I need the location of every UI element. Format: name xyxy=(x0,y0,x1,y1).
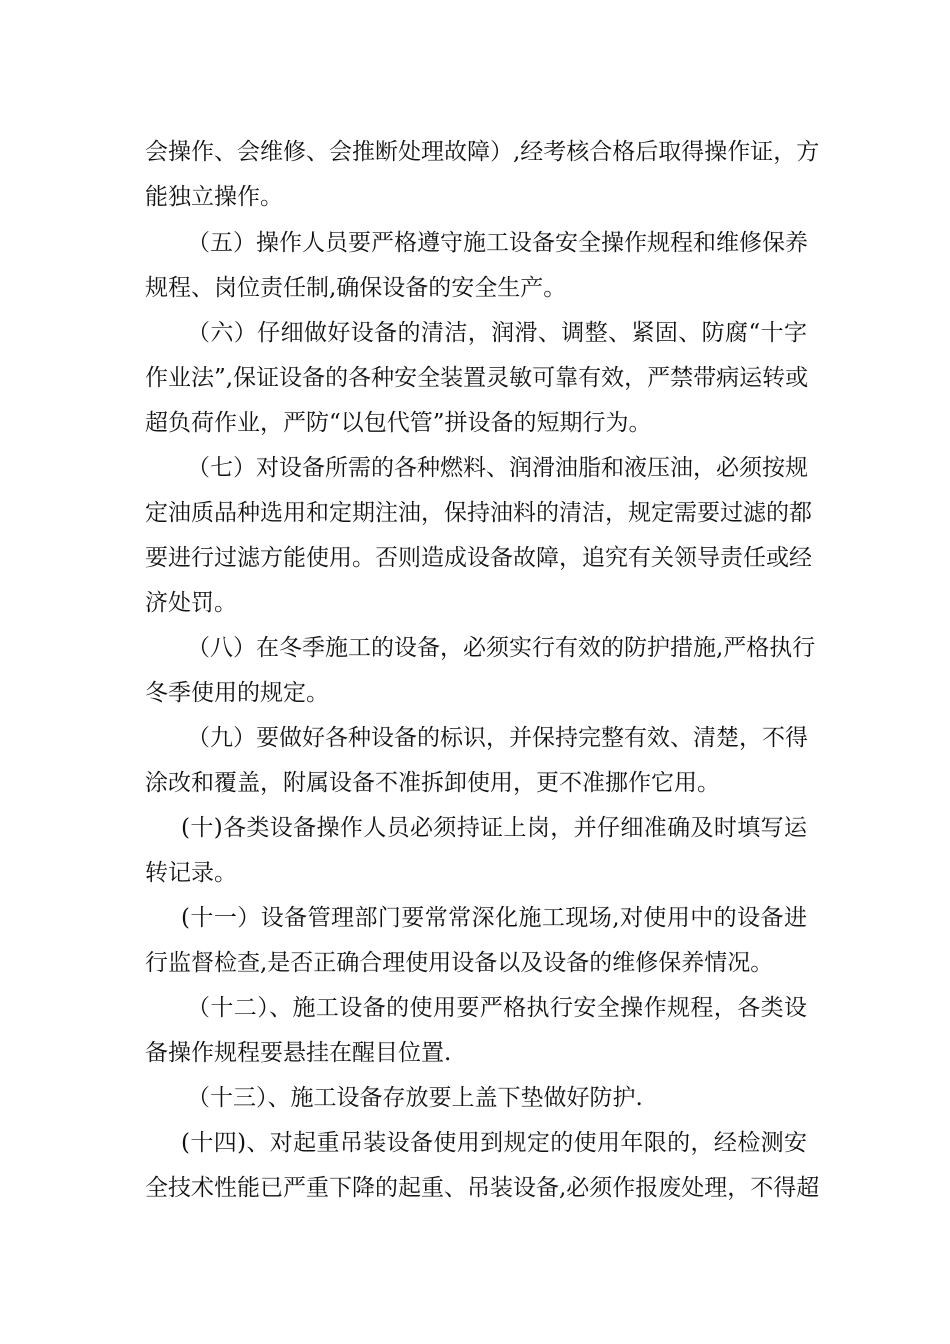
text-line: 会操作、会维修、会推断处理故障）,经考核合格后取得操作证，方 xyxy=(145,139,820,165)
paragraph-12-line: （十二）、施工设备的使用要严格执行安全操作规程，各类设 xyxy=(187,995,807,1021)
text-line: 能独立操作。 xyxy=(145,184,283,210)
paragraph-6-line: （六）仔细做好设备的清洁，润滑、调整、紧固、防腐“十字 xyxy=(187,320,807,346)
text-line: 要进行过滤方能使用。否则造成设备故障，追究有关领导责任或经 xyxy=(145,545,812,571)
text-line: 冬季使用的规定。 xyxy=(145,680,329,706)
text-line: 定油质品种选用和定期注油，保持油料的清洁，规定需要过滤的都 xyxy=(145,500,812,526)
paragraph-10-line: (十)各类设备操作人员必须持证上岗，并仔细准确及时填写运 xyxy=(181,815,807,841)
text-line: 行监督检查,是否正确合理使用设备以及设备的维修保养情况。 xyxy=(145,950,774,976)
text-line: 规程、岗位责任制,确保设备的安全生产。 xyxy=(145,275,567,301)
text-line: 作业法”,保证设备的各种安全装置灵敏可靠有效，严禁带病运转或 xyxy=(145,365,809,391)
paragraph-8-line: （八）在冬季施工的设备，必须实行有效的防护措施,严格执行 xyxy=(187,635,816,661)
text-line: 超负荷作业，严防“以包代管”拼设备的短期行为。 xyxy=(145,410,652,436)
paragraph-14-line: (十四)、对起重吊装设备使用到规定的使用年限的，经检测安 xyxy=(181,1130,807,1156)
text-line: 济处罚。 xyxy=(145,590,237,616)
text-line: 转记录。 xyxy=(145,860,237,886)
paragraph-5-line: （五）操作人员要严格遵守施工设备安全操作规程和维修保养 xyxy=(187,230,808,256)
text-line: 全技术性能已严重下降的起重、吊装设备,必须作报废处理，不得超 xyxy=(145,1175,820,1201)
paragraph-7-line: （七）对设备所需的各种燃料、润滑油脂和液压油，必须按规 xyxy=(187,455,808,481)
text-line: 备操作规程要悬挂在醒目位置. xyxy=(145,1040,452,1066)
paragraph-13-line: （十三）、施工设备存放要上盖下垫做好防护. xyxy=(187,1085,643,1111)
paragraph-11-line: (十一）设备管理部门要常常深化施工现场,对使用中的设备进 xyxy=(181,905,807,931)
paragraph-9-line: （九）要做好各种设备的标识，并保持完整有效、清楚，不得 xyxy=(187,725,808,751)
text-line: 涂改和覆盖，附属设备不准拆卸使用，更不准挪作它用。 xyxy=(145,770,720,796)
